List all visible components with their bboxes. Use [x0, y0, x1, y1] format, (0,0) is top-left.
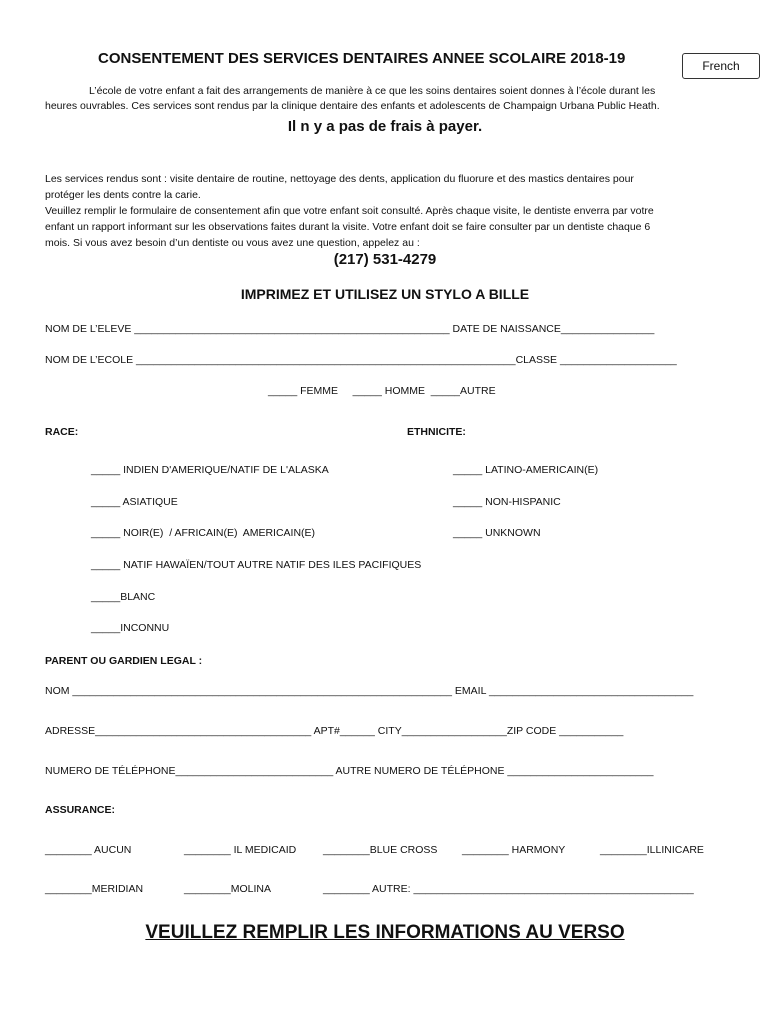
insurance-option-other[interactable]: ________ AUTRE: ________________________________________________: [323, 883, 694, 895]
insurance-option-illinicare[interactable]: ________ILLINICARE: [600, 844, 704, 856]
ethnicity-label: ETHNICITE:: [407, 426, 466, 438]
services-line: mois. Si vous avez besoin d’un dentiste ou vous avez une question, appelez au :: [45, 237, 420, 249]
race-option-unknown[interactable]: _____INCONNU: [91, 622, 170, 634]
race-option-asian[interactable]: _____ ASIATIQUE: [91, 496, 178, 508]
guardian-name-email-field[interactable]: NOM _________________________________________________________________ EMAIL ___________________________________: [45, 685, 694, 697]
insurance-option-molina[interactable]: ________MOLINA: [184, 883, 271, 895]
language-badge: French: [682, 53, 760, 79]
services-line: enfant un rapport informant sur les observations faites durant la visite. Votre enfant doit se faire consulter par un dentiste chaque 6: [45, 221, 651, 233]
ethnicity-option-unknown[interactable]: _____ UNKNOWN: [453, 527, 541, 539]
insurance-option-meridian[interactable]: ________MERIDIAN: [45, 883, 144, 895]
guardian-label: PARENT OU GARDIEN LEGAL :: [45, 655, 203, 667]
intro-line: L’école de votre enfant a fait des arrangements de manière à ce que les soins dentaires soient donnes à l’école durant les: [89, 85, 656, 97]
student-name-dob-field[interactable]: NOM DE L’ELEVE ______________________________________________________ DATE DE NAISSANCE________________: [45, 323, 655, 335]
phone-number: (217) 531-4279: [333, 251, 437, 268]
services-line: protéger les dents contre la carie.: [45, 189, 201, 201]
insurance-option-blue-cross[interactable]: ________BLUE CROSS: [323, 844, 438, 856]
intro-paragraph: [45, 84, 735, 114]
race-option-white[interactable]: _____BLANC: [91, 591, 156, 603]
ethnicity-option-non-hispanic[interactable]: _____ NON-HISPANIC: [453, 496, 561, 508]
race-label: RACE:: [45, 426, 79, 438]
gender-field[interactable]: _____ FEMME _____ HOMME _____AUTRE: [268, 385, 496, 397]
services-line: Les services rendus sont : visite dentaire de routine, nettoyage des dents, application du fluorure et des mastics dentaires pour: [45, 173, 634, 185]
insurance-option-il-medicaid[interactable]: ________ IL MEDICAID: [184, 844, 297, 856]
school-class-field[interactable]: NOM DE L’ECOLE _________________________________________________________________CLASSE ____________________: [45, 354, 677, 366]
no-fee-notice: Il n y a pas de frais à payer.: [287, 118, 483, 135]
print-notice: IMPRIMEZ ET UTILISEZ UN STYLO A BILLE: [240, 286, 530, 302]
insurance-option-harmony[interactable]: ________ HARMONY: [462, 844, 566, 856]
ethnicity-option-latino[interactable]: _____ LATINO-AMERICAIN(E): [453, 464, 599, 476]
services-paragraph: [45, 171, 735, 251]
services-line: Veuillez remplir le formulaire de consentement afin que votre enfant soit consulté. Après chaque visite, le dentiste enverra par votre: [45, 205, 654, 217]
insurance-option-none[interactable]: ________ AUCUN: [45, 844, 132, 856]
race-option-native-american[interactable]: _____ INDIEN D'AMERIQUE/NATIF DE L'ALASKA: [91, 464, 329, 476]
intro-line: heures ouvrables. Ces services sont rendus par la clinique dentaire des enfants et adolescents de Champaign Urbana Public Heath.: [45, 100, 660, 112]
race-option-black[interactable]: _____ NOIR(E) / AFRICAIN(E) AMERICAIN(E): [91, 527, 316, 539]
form-title: CONSENTEMENT DES SERVICES DENTAIRES ANNEE SCOLAIRE 2018-19: [98, 50, 626, 67]
guardian-phone-field[interactable]: NUMERO DE TÉLÉPHONE___________________________ AUTRE NUMERO DE TÉLÉPHONE _________________________: [45, 765, 654, 777]
insurance-label: ASSURANCE:: [45, 804, 116, 816]
fill-back-notice: VEUILLEZ REMPLIR LES INFORMATIONS AU VERSO: [145, 922, 625, 943]
race-option-pacific-islander[interactable]: _____ NATIF HAWAÏEN/TOUT AUTRE NATIF DES ILES PACIFIQUES: [91, 559, 422, 571]
guardian-address-field[interactable]: ADRESSE_____________________________________ APT#______ CITY__________________ZIP CODE ___________: [45, 725, 624, 737]
